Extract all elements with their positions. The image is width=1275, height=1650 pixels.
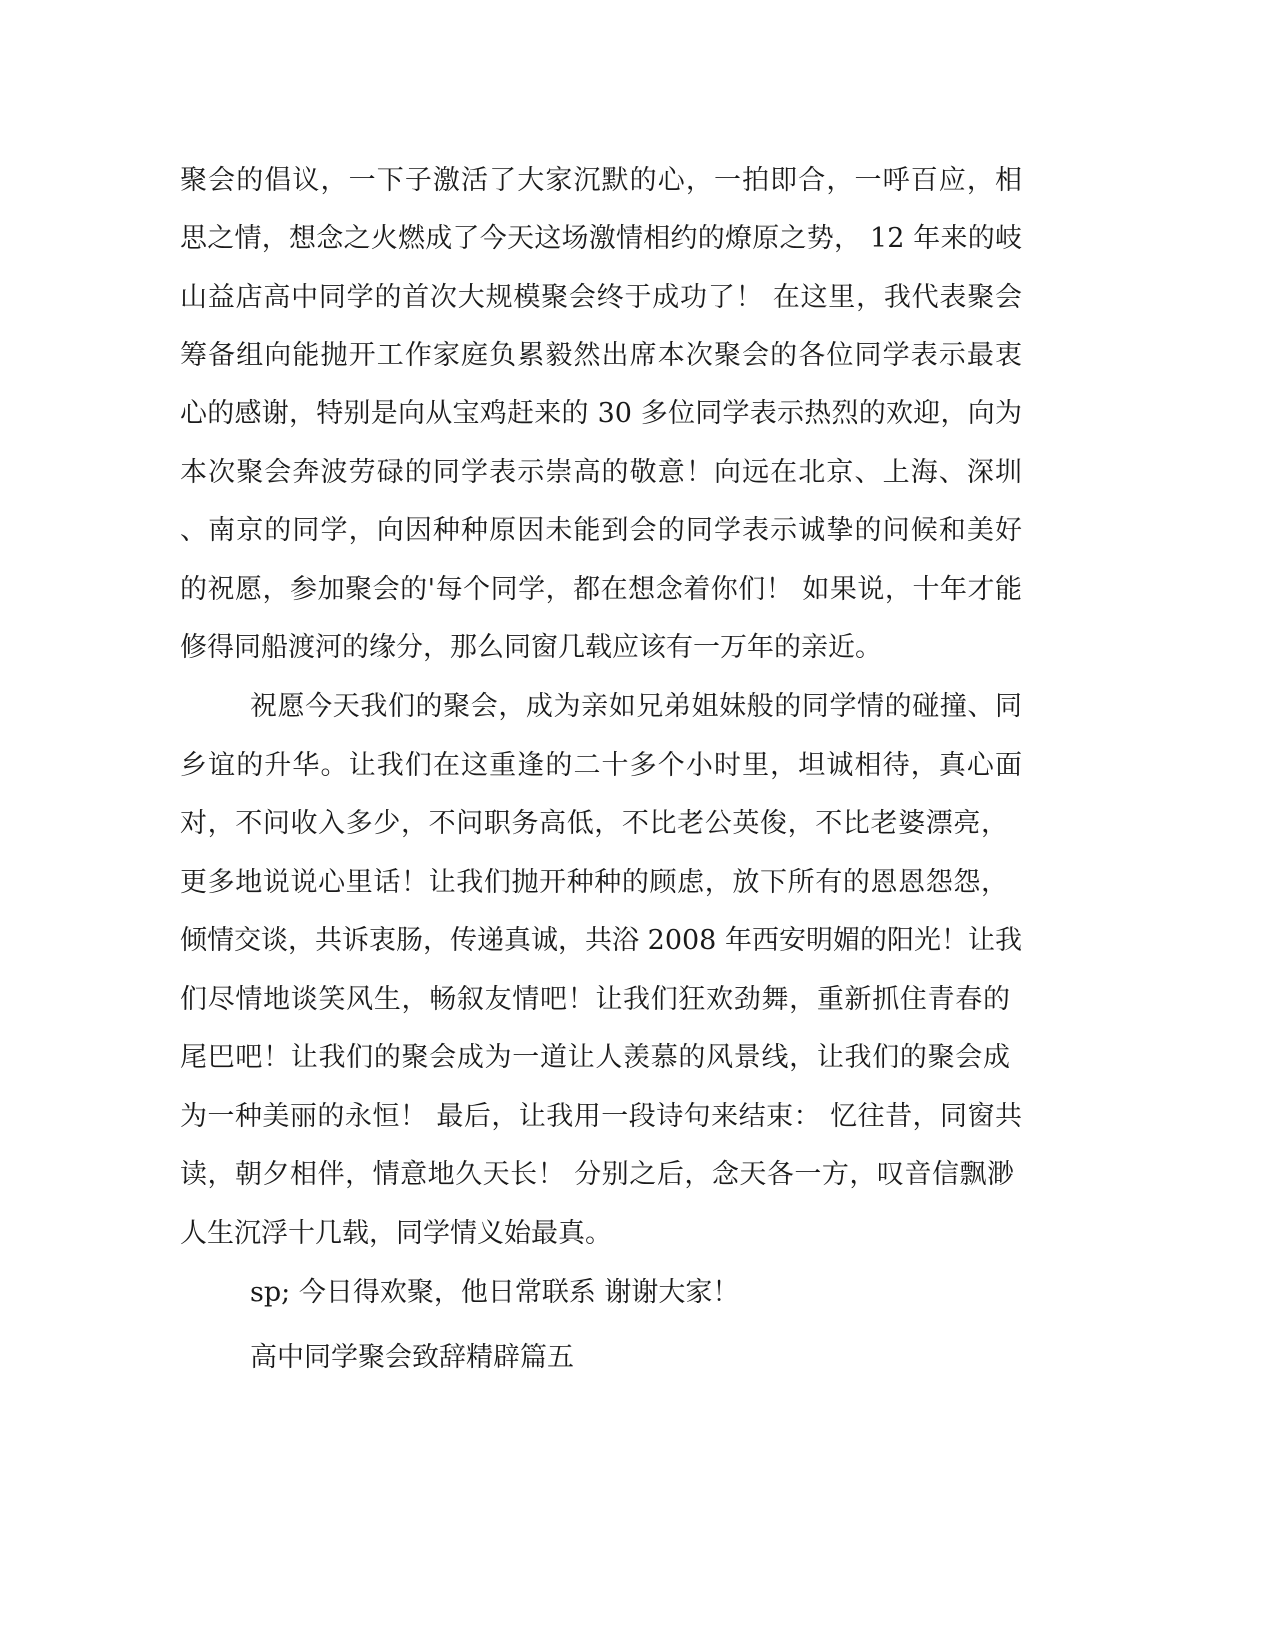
paragraph-2-line-2: 乡谊的升华。让我们在这重逢的二十多个小时里，坦诚相待，真心面 [180,750,1022,781]
paragraph-1-line-2: 思之情，想念之火燃成了今天这场激情相约的燎原之势， 12 年来的岐 [180,223,1022,254]
paragraph-2-line-5: 倾情交谈，共诉衷肠，传递真诚，共浴 2008 年西安明媚的阳光！让我 [180,925,1022,956]
paragraph-2-line-4: 更多地说说心里话！让我们抛开种种的顾虑，放下所有的恩恩怨怨， [180,867,1008,898]
paragraph-1-line-1: 聚会的倡议，一下子激活了大家沉默的心，一拍即合，一呼百应，相 [180,165,1022,196]
paragraph-2-line-7: 尾巴吧！让我们的聚会成为一道让人羡慕的风景线，让我们的聚会成 [180,1042,1010,1073]
section-heading: 高中同学聚会致辞精辟篇五 [250,1342,574,1373]
paragraph-2-line-6: 们尽情地谈笑风生，畅叙友情吧！让我们狂欢劲舞，重新抓住青春的 [180,984,1010,1015]
paragraph-1-line-9: 修得同船渡河的缘分，那么同窗几载应该有一万年的亲近。 [180,632,882,663]
paragraph-1-line-6: 本次聚会奔波劳碌的同学表示崇高的敬意！向远在北京、上海、深圳 [180,457,1022,488]
paragraph-1-line-8: 的祝愿，参加聚会的'每个同学，都在想念着你们！ 如果说，十年才能 [180,574,1022,605]
paragraph-2-line-10: 人生沉浮十几载，同学情义始最真。 [180,1218,612,1249]
paragraph-2-line-1: 祝愿今天我们的聚会，成为亲如兄弟姐妹般的同学情的碰撞、同 [250,691,1022,722]
paragraph-2-line-8: 为一种美丽的永恒！ 最后，让我用一段诗句来结束： 忆往昔，同窗共 [180,1101,1022,1132]
paragraph-2-line-9: 读，朝夕相伴，情意地久天长！ 分别之后，念天各一方，叹音信飘渺 [180,1159,1014,1190]
paragraph-1-line-4: 筹备组向能抛开工作家庭负累毅然出席本次聚会的各位同学表示最衷 [180,340,1022,371]
paragraph-2-line-3: 对，不问收入多少，不问职务高低，不比老公英俊，不比老婆漂亮， [180,808,1008,839]
paragraph-1-line-5: 心的感谢，特别是向从宝鸡赶来的 30 多位同学表示热烈的欢迎，向为 [180,398,1022,429]
closing-line: sp; 今日得欢聚，他日常联系 谢谢大家！ [250,1277,740,1308]
paragraph-1-line-3: 山益店高中同学的首次大规模聚会终于成功了！ 在这里，我代表聚会 [180,282,1022,313]
paragraph-1-line-7: 、南京的同学，向因种种原因未能到会的同学表示诚挚的问候和美好 [180,515,1022,546]
